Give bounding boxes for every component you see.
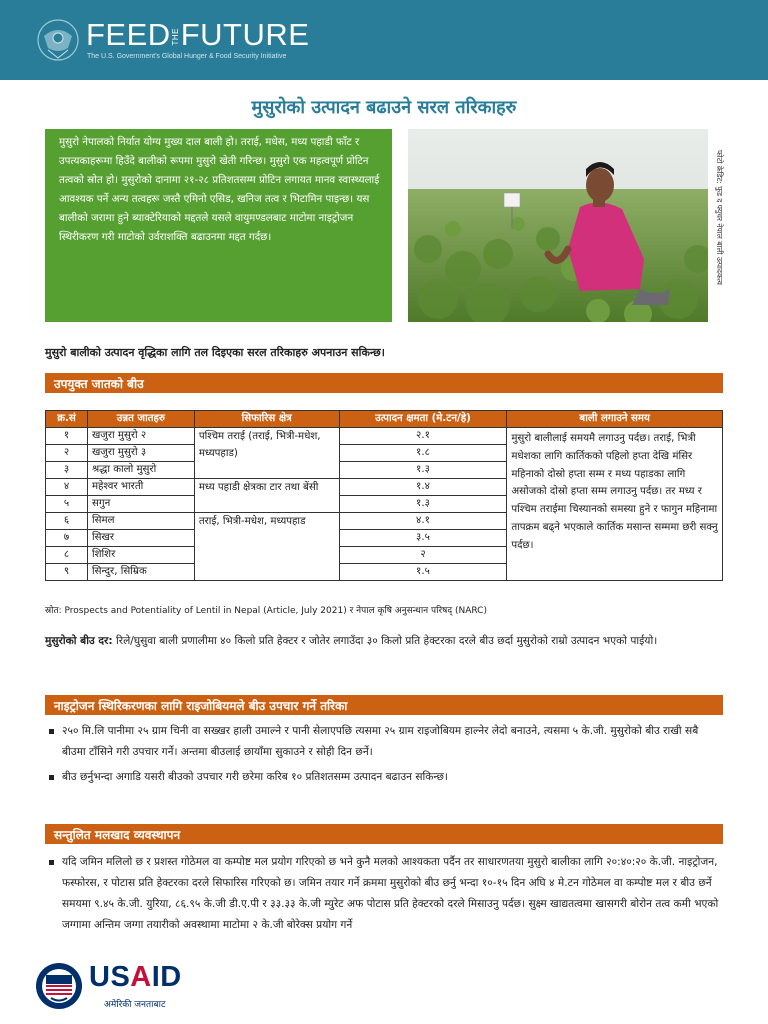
cell-sowing-time: मुसुरो बालीलाई समयमै लगाउनु पर्दछ। तराई, भित्री मधेशका लागि कार्तिकको पहिलो हप्ता देखि मंसिर महिनाको दोस्रो हप्ता सम्म र मध्य पहाडका लागि असोजको दोस्रो हप्ता सम्म लगाउनु पर्दछ। तर मध्य र पश्चिम तराईमा चिस्यानको समस्या हुने र फागुन महिनामा तापक्रम बढ्ने भएकाले कार्तिक मसान्त सम्ममा छरी सक्नु पर्दछ। <box>507 428 723 581</box>
us-government-seal-icon <box>34 18 82 62</box>
header-banner <box>0 0 768 80</box>
rhizobium-bullet-list <box>45 721 723 792</box>
cell-capacity: १.८ <box>339 445 507 462</box>
feed-the-future-logo: FEEDTHEFUTURE <box>86 17 310 52</box>
logo-tagline: The U.S. Government's Global Hunger & Food Security Initiative <box>87 53 287 60</box>
cell-sn: ५ <box>46 496 88 513</box>
section-heading-rhizobium: नाइट्रोजन स्थिरिकरणका लागि राइजोबियमले बीउ उपचार गर्ने तरिका <box>45 695 723 715</box>
cell-capacity: १.३ <box>339 496 507 513</box>
list-item: २५० मि.लि पानीमा २५ ग्राम चिनी वा सख्खर हाली उमाल्ने र पानी सेलाएपछि त्यसमा २५ ग्राम राइजोबियम हाल्नेर लेदो बनाउने, त्यसमा ५ के.जी. मुसुरोको बीउ राखी सबै बीउमा टाँसिने गरी उपचार गर्ने। अन्तमा बीउलाई छायाँमा सुकाउने र सोही दिन छर्ने। <box>45 721 723 763</box>
cell-variety: सिखर <box>87 530 194 547</box>
usaid-seal-icon <box>34 961 84 1011</box>
cell-sn: ९ <box>46 564 88 581</box>
cell-capacity: ४.१ <box>339 513 507 530</box>
cell-sn: ७ <box>46 530 88 547</box>
cell-region: मध्य पहाडी क्षेत्रका टार तथा बेंसी <box>194 479 339 513</box>
seed-rate-paragraph <box>45 631 723 652</box>
cell-variety: खजुरा मुसुरो २ <box>87 428 194 445</box>
cell-sn: ८ <box>46 547 88 564</box>
col-header-variety: उन्नत जातहरु <box>87 411 194 428</box>
cell-variety: सगुन <box>87 496 194 513</box>
seed-rate-label: मुसुरोको बीउ दर: <box>45 635 113 647</box>
col-header-sowing-time: बाली लगाउने समय <box>507 411 723 428</box>
bullet-icon <box>49 775 54 780</box>
seed-rate-text: रिले/घुसुवा बाली प्रणालीमा ४० किलो प्रति हेक्टर र जोतेर लगाउँदा ३० किलो प्रति हेक्टरका दरले बीउ छर्दा मुसुरोको राम्रो उत्पादन भएको पाईयो। <box>112 635 658 647</box>
bullet-icon <box>49 729 54 734</box>
bullet-icon <box>49 860 54 865</box>
intro-text-box: मुसुरो नेपालको निर्यात योग्य मुख्य दाल बाली हो। तराई, मधेस, मध्य पहाडी फाँट र उपत्यकाहरूमा हिउँदे बालीको रूपमा मुसुरो खेती गरिन्छ। मुसुरो एक महत्वपूर्ण प्रोटिन तत्वको स्रोत हो। मुसुरोको दानामा २१-२८ प्रतिशतसम्म प्रोटिन लगायत मानव स्वास्थ्यलाई आवश्यक पर्ने अन्य तत्वहरू जस्तै एमिनो एसिड, खनिज तत्व र भिटामिन पाइन्छ। यस बालीको जरामा हुने ब्याक्टेरियाको मद्दतले यसले वायुमण्डलबाट माटोमा नाइट्रोजन स्थिरीकरण गरी माटोको उर्वराशक्ति बढाउनमा मद्दत गर्दछ। <box>45 129 392 322</box>
cell-capacity: १.४ <box>339 479 507 496</box>
cell-sn: २ <box>46 445 88 462</box>
section-heading-fertilizer: सन्तुलित मलखाद व्यवस्थापन <box>45 824 723 844</box>
lead-text: मुसुरो बालीको उत्पादन वृद्धिका लागि तल दिइएका सरल तरिकाहरु अपनाउन सकिन्छ। <box>45 346 385 359</box>
cell-region: पश्चिम तराई (तराई, भित्री-मधेश, मध्यपहाड) <box>194 428 339 479</box>
cell-sn: ६ <box>46 513 88 530</box>
cell-sn: ४ <box>46 479 88 496</box>
cell-sn: ३ <box>46 462 88 479</box>
cell-capacity: १.५ <box>339 564 507 581</box>
fertilizer-bullet-list <box>45 852 723 940</box>
cell-capacity: २.१ <box>339 428 507 445</box>
cell-variety: श्रद्धा कालो मुसुरो <box>87 462 194 479</box>
photo-credit: फोटो क्रेडिट: फुड द फ्युचर नेपाल बाली उत्पादकत्व <box>715 150 724 285</box>
list-item: बीउ छर्नुभन्दा अगाडि यसरी बीउको उपचार गरी छरेमा करिब १० प्रतिशतसम्म उत्पादन बढाउन सकिन्छ। <box>45 767 723 788</box>
cell-capacity: ३.५ <box>339 530 507 547</box>
list-item: यदि जमिन मलिलो छ र प्रशस्त गोठेमल वा कम्पोष्ट मल प्रयोग गरिएको छ भने कुनै मलको आश्यकता पर्दैन तर साधारणतया मुसुरो बालीका लागि २०:४०:२० के.जी. नाइट्रोजन, फस्फोरस, र पोटास प्रति हेक्टरका दरले सिफारिस गरिएको छ। जमिन तयार गर्ने क्रममा मुसुरोको बीउ छर्नु भन्दा १०-१५ दिन अघि ४ मे.टन गोठेमल वा कम्पोष्ट मल र बीउ छर्ने समयमा ९.४५ के.जी. युरिया, ८६.९५ के.जी डी.ए.पी र ३३.३३ के.जी म्युरेट अफ पोटास प्रति हेक्टरको दरले मिसाउनु पर्दछ। सुक्ष्म खाद्यतत्वमा खासगरी बोरोन तत्व कमी भएको जग्गामा अन्तिम जग्गा तयारीको अवस्थामा माटोमा २ के.जी बोरेक्स प्रयोग गर्ने <box>45 852 723 936</box>
col-header-capacity: उत्पादन क्षमता (मे.टन/हे) <box>339 411 507 428</box>
variety-table <box>45 410 723 581</box>
farmer-field-photo <box>408 129 708 322</box>
usaid-tagline: अमेरिकी जनताबाट <box>104 1000 166 1010</box>
cell-variety: शिशिर <box>87 547 194 564</box>
cell-region: तराई, भित्री-मधेश, मध्यपहाड <box>194 513 339 581</box>
table-header-row <box>46 411 723 428</box>
col-header-region: सिफारिस क्षेत्र <box>194 411 339 428</box>
table-row <box>46 428 723 445</box>
section-heading-seed-variety: उपयुक्त जातको बीउ <box>45 373 723 393</box>
cell-variety: सिमल <box>87 513 194 530</box>
usaid-logo <box>28 957 238 1017</box>
cell-variety: महेश्वर भारती <box>87 479 194 496</box>
usaid-wordmark: USAID <box>89 961 182 993</box>
cell-sn: १ <box>46 428 88 445</box>
cell-capacity: २ <box>339 547 507 564</box>
table-source-note: स्रोत: Prospects and Potentiality of Lentil in Nepal (Article, July 2021) र नेपाल कृषि अनुसन्धान परिषद् (NARC) <box>45 606 487 616</box>
cell-variety: खजुरा मुसुरो ३ <box>87 445 194 462</box>
page-title: मुसुरोको उत्पादन बढाउने सरल तरिकाहरु <box>251 97 517 118</box>
cell-variety: सिन्दुर, सिम्रिक <box>87 564 194 581</box>
col-header-sn: क्र.सं <box>46 411 88 428</box>
cell-capacity: १.३ <box>339 462 507 479</box>
